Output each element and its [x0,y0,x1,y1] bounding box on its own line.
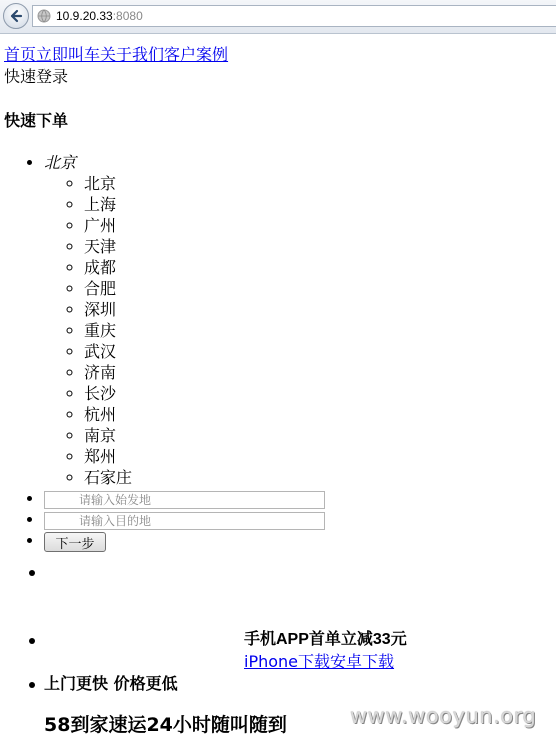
city-option[interactable]: ◦ 济南 [84,362,552,383]
app-promo-title: 手机APP首单立减33元 [244,631,407,648]
next-row [44,530,552,552]
city-option[interactable]: ◦ 长沙 [84,383,552,404]
iphone-download-link[interactable]: iPhone下载 [244,652,331,671]
city-option[interactable]: ◦ 重庆 [84,320,552,341]
city-selector[interactable] [44,152,552,488]
back-button[interactable] [3,3,29,29]
destination-row [44,509,552,530]
tagline: 58到家速运24小时随叫随到 [44,714,287,736]
app-download-links [244,651,407,673]
app-promo [244,629,407,673]
selected-city[interactable]: 北京 [44,153,77,172]
destination-input[interactable]: • 请输入目的地 [44,512,325,530]
main-nav [4,44,556,66]
city-option[interactable]: ◦ 天津 [84,236,552,257]
android-download-link[interactable]: 安卓下载 [330,652,395,671]
url-port: :8080 [112,9,143,23]
nav-link-cases[interactable]: 客户案例 [164,45,229,64]
city-option[interactable]: ◦ 成都 [84,257,552,278]
watermark: www.wooyun.org [350,704,537,728]
nav-link-about[interactable]: 关于我们 [100,45,165,64]
city-option[interactable]: ◦ 南京 [84,425,552,446]
nav-link-call-car[interactable]: 立即叫车 [36,45,101,64]
city-option[interactable]: ◦ 杭州 [84,404,552,425]
city-option[interactable]: ◦ 北京 [84,173,552,194]
quick-login-link[interactable]: 快速登录 [4,67,69,86]
browser-toolbar [0,0,556,34]
city-option[interactable]: ◦ 深圳 [84,299,552,320]
address-bar[interactable] [32,5,556,27]
next-step-button[interactable]: 下一步 [44,532,106,552]
nav-link-home[interactable]: 首页 [4,45,37,64]
order-form-list [4,152,552,552]
city-option[interactable]: ◦ 石家庄 [84,467,552,488]
back-arrow-icon [8,8,24,24]
city-option[interactable]: ◦ 上海 [84,194,552,215]
slogan: 上门更快 价格更低 [44,674,178,693]
empty-list-bullet [29,570,35,576]
origin-row [44,488,552,509]
city-option[interactable]: ◦ 合肥 [84,278,552,299]
slogan-list-bullet [29,682,35,688]
city-option[interactable]: ◦ 郑州 [84,446,552,467]
city-list [44,173,552,488]
page-content [4,44,556,551]
app-list-bullet [29,638,35,644]
globe-icon [37,9,51,23]
url-host: 10.9.20.33 [56,9,113,23]
section-title: 快速下单 [4,111,69,130]
city-option[interactable]: ◦ 武汉 [84,341,552,362]
origin-input[interactable]: • 请输入始发地 [44,491,325,509]
city-option[interactable]: ◦ 广州 [84,215,552,236]
